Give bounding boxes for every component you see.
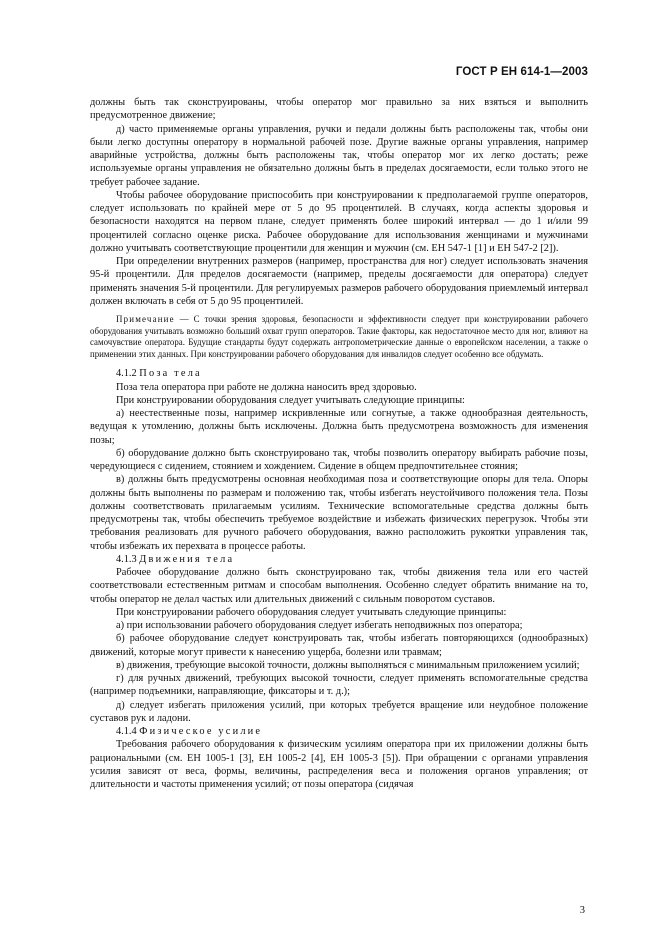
section-heading-4-1-4 xyxy=(90,725,588,738)
list-item: а) при использовании рабочего оборудования следует избегать неподвижных поз оператора; xyxy=(116,620,523,632)
section-number: 4.1.2 xyxy=(116,368,137,380)
section-heading-4-1-2 xyxy=(90,367,588,380)
paragraph: Рабочее оборудование должно быть сконструировано так, чтобы движения тела или его частей соответствовали естественным ритмам и способам выполнения. Особенно следует обратить внимание на то, чтобы оператор не делал частых или длительных движений с сильным поворотом суставов. xyxy=(90,567,588,605)
section-heading-4-1-3 xyxy=(90,553,588,566)
section-title: Поза тела xyxy=(139,368,202,380)
section-title: Движения тела xyxy=(139,553,235,565)
list-item: а) неестественные позы, например искривленные или согнутые, а также однообразная деятельность, ведущая к утомлению, должны быть исключены. Должна быть предусмотрена возможность для изменения позы; xyxy=(90,408,588,446)
note-block xyxy=(90,314,588,360)
note-label: Примечание xyxy=(116,314,175,324)
paragraph-internal-dimensions: При определении внутренних размеров (например, пространства для ног) следует использовать значения 95-й процентили. Для пределов досягаемости (например, пределы досягаемости для оператора) следует применять значения 5-й процентили. Для регулируемых размеров рабочего оборудования приемлемый интервал должен включать в себя от 5 до 95 процентилей. xyxy=(90,256,588,307)
list-item: б) оборудование должно быть сконструировано так, чтобы позволить оператору выбирать рабочие позы, чередующиеся с сидением, стоянием и хождением. Сидение в общем предпочтительнее стояния; xyxy=(90,447,588,473)
page-number: 3 xyxy=(579,905,585,916)
list-item: в) должны быть предусмотрены основная необходимая поза и соответствующие опоры для тела. Опоры должны быть выполнены по размерам и положению так, чтобы избегать неустойчивого положения тела. Позы должны соответствовать прилагаемым усилиям. Технические вспомогательные средства должны быть предусмотрены так, чтобы обеспечить требуемое воздействие и избежать физических перегрузок. Чтобы эти требования реализовать для ручного рабочего оборудования, важно расположить рукоятки управления так, чтобы избежать их перехвата в процессе работы. xyxy=(90,474,588,552)
page-body xyxy=(90,96,588,791)
section-number: 4.1.3 xyxy=(116,553,137,565)
paragraph: При конструировании рабочего оборудования следует учитывать следующие принципы: xyxy=(116,606,507,618)
paragraph: Требования рабочего оборудования к физическим усилиям оператора при их приложении должны быть рациональными (см. ЕН 1005-1 [3], ЕН 1005-2 [4], ЕН 1005-3 [5]). При обращении с органами управления усилия зависят от веса, формы, величины, распределения веса и положения органов управления; от длительности и частоты применения усилий; от позы оператора (сидячая xyxy=(90,739,588,791)
list-item-d-controls: д) часто применяемые органы управления, ручки и педали должны быть расположены так, чтобы они были легко доступны оператору в нормальной рабочей позе. Другие важные органы управления, например аварийные устройства, должны быть расположены так, чтобы оператор мог их легко достать; реже используемые органы управления не обязательно должны быть в пределах досягаемости, если только этого не требует рабочее задание. xyxy=(90,123,588,188)
section-number: 4.1.4 xyxy=(116,726,137,738)
paragraph: При конструировании оборудования следует учитывать следующие принципы: xyxy=(116,394,465,406)
paragraph-percentiles: Чтобы рабочее оборудование приспособить при конструировании к предполагаемой группе операторов, следует использовать по крайней мере от 5 до 95 процентилей. В случаях, когда аспекты здоровья и безопасности находятся на первом плане, следует применять более широкий интервал — до 1 и/или 99 процентилей согласно оценке риска. Рабочее оборудование для использования женщинами и мужчинами должно учитывать соответствующие процентили для женщин и мужчин (см. ЕН 547-1 [1] и ЕН 547-2 [2]). xyxy=(90,189,588,254)
section-title: Физическое усилие xyxy=(139,726,263,738)
list-item: б) рабочее оборудование следует конструировать так, чтобы избегать повторяющихся (однообразных) движений, которые могут привести к нанесению ущерба, болезни или травмам; xyxy=(90,633,588,658)
list-item: г) для ручных движений, требующих высокой точности, следует применять вспомогательные средства (например подъемники, направляющие, фиксаторы и т. д.); xyxy=(90,673,588,698)
paragraph-continuation: должны быть так сконструированы, чтобы оператор мог правильно за них взяться и выполнить предусмотренное движение; xyxy=(90,97,588,122)
paragraph: Поза тела оператора при работе не должна наносить вред здоровью. xyxy=(116,381,417,393)
list-item: в) движения, требующие высокой точности, должны выполняться с минимальным приложением усилий; xyxy=(116,659,580,671)
note-text: — С точки зрения здоровья, безопасности и эффективности следует при конструировании рабочего оборудования учитывать возможно больший охват групп операторов. Такие факторы, как недостаточное место для ног, влияют на самочувствие оператора. Будущие стандарты будут содержать антропометрические данные о европейском населении, а также о применении этих данных. При конструировании рабочего оборудования для инвалидов следует особенно все обдумать. xyxy=(90,314,588,359)
standard-code-header: ГОСТ Р ЕН 614-1—2003 xyxy=(455,66,588,78)
list-item: д) следует избегать приложения усилий, при которых требуется вращение или неудобное положение суставов рук и ладони. xyxy=(90,699,588,724)
